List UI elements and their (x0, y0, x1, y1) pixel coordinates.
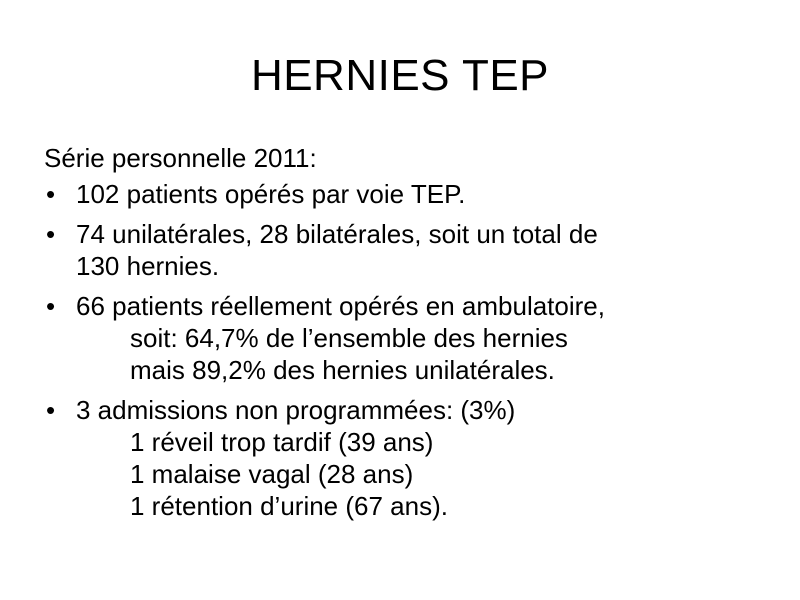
bullet-line: 66 patients réellement opérés en ambulatoire, (76, 291, 605, 321)
bullet-line: 74 unilatérales, 28 bilatérales, soit un total de (76, 219, 598, 249)
bullet-sub-line: soit: 64,7% de l’ensemble des hernies (130, 323, 568, 353)
bullet-sub-line: 1 malaise vagal (28 ans) (130, 459, 414, 489)
bullet-list (44, 178, 764, 522)
bullet-item (44, 178, 764, 210)
bullet-dot-icon: • (46, 291, 56, 321)
bullet-line: 130 hernies. (76, 251, 220, 281)
bullet-line: 3 admissions non programmées: (3%) (76, 395, 516, 425)
bullet-dot-icon: • (46, 219, 56, 249)
bullet-line: 102 patients opérés par voie TEP. (76, 179, 466, 209)
bullet-sub-line: mais 89,2% des hernies unilatérales. (130, 355, 555, 385)
intro-text: Série personnelle 2011: (44, 143, 317, 173)
bullet-sub-line: 1 réveil trop tardif (39 ans) (130, 427, 434, 457)
bullet-item (44, 394, 764, 522)
bullet-dot-icon: • (46, 395, 56, 425)
bullet-dot-icon: • (46, 179, 56, 209)
slide-title: HERNIES TEP (250, 51, 550, 100)
bullet-item (44, 290, 764, 386)
bullet-item (44, 218, 764, 282)
slide-body (44, 142, 764, 530)
bullet-sub-line: 1 rétention d’urine (67 ans). (130, 491, 448, 521)
